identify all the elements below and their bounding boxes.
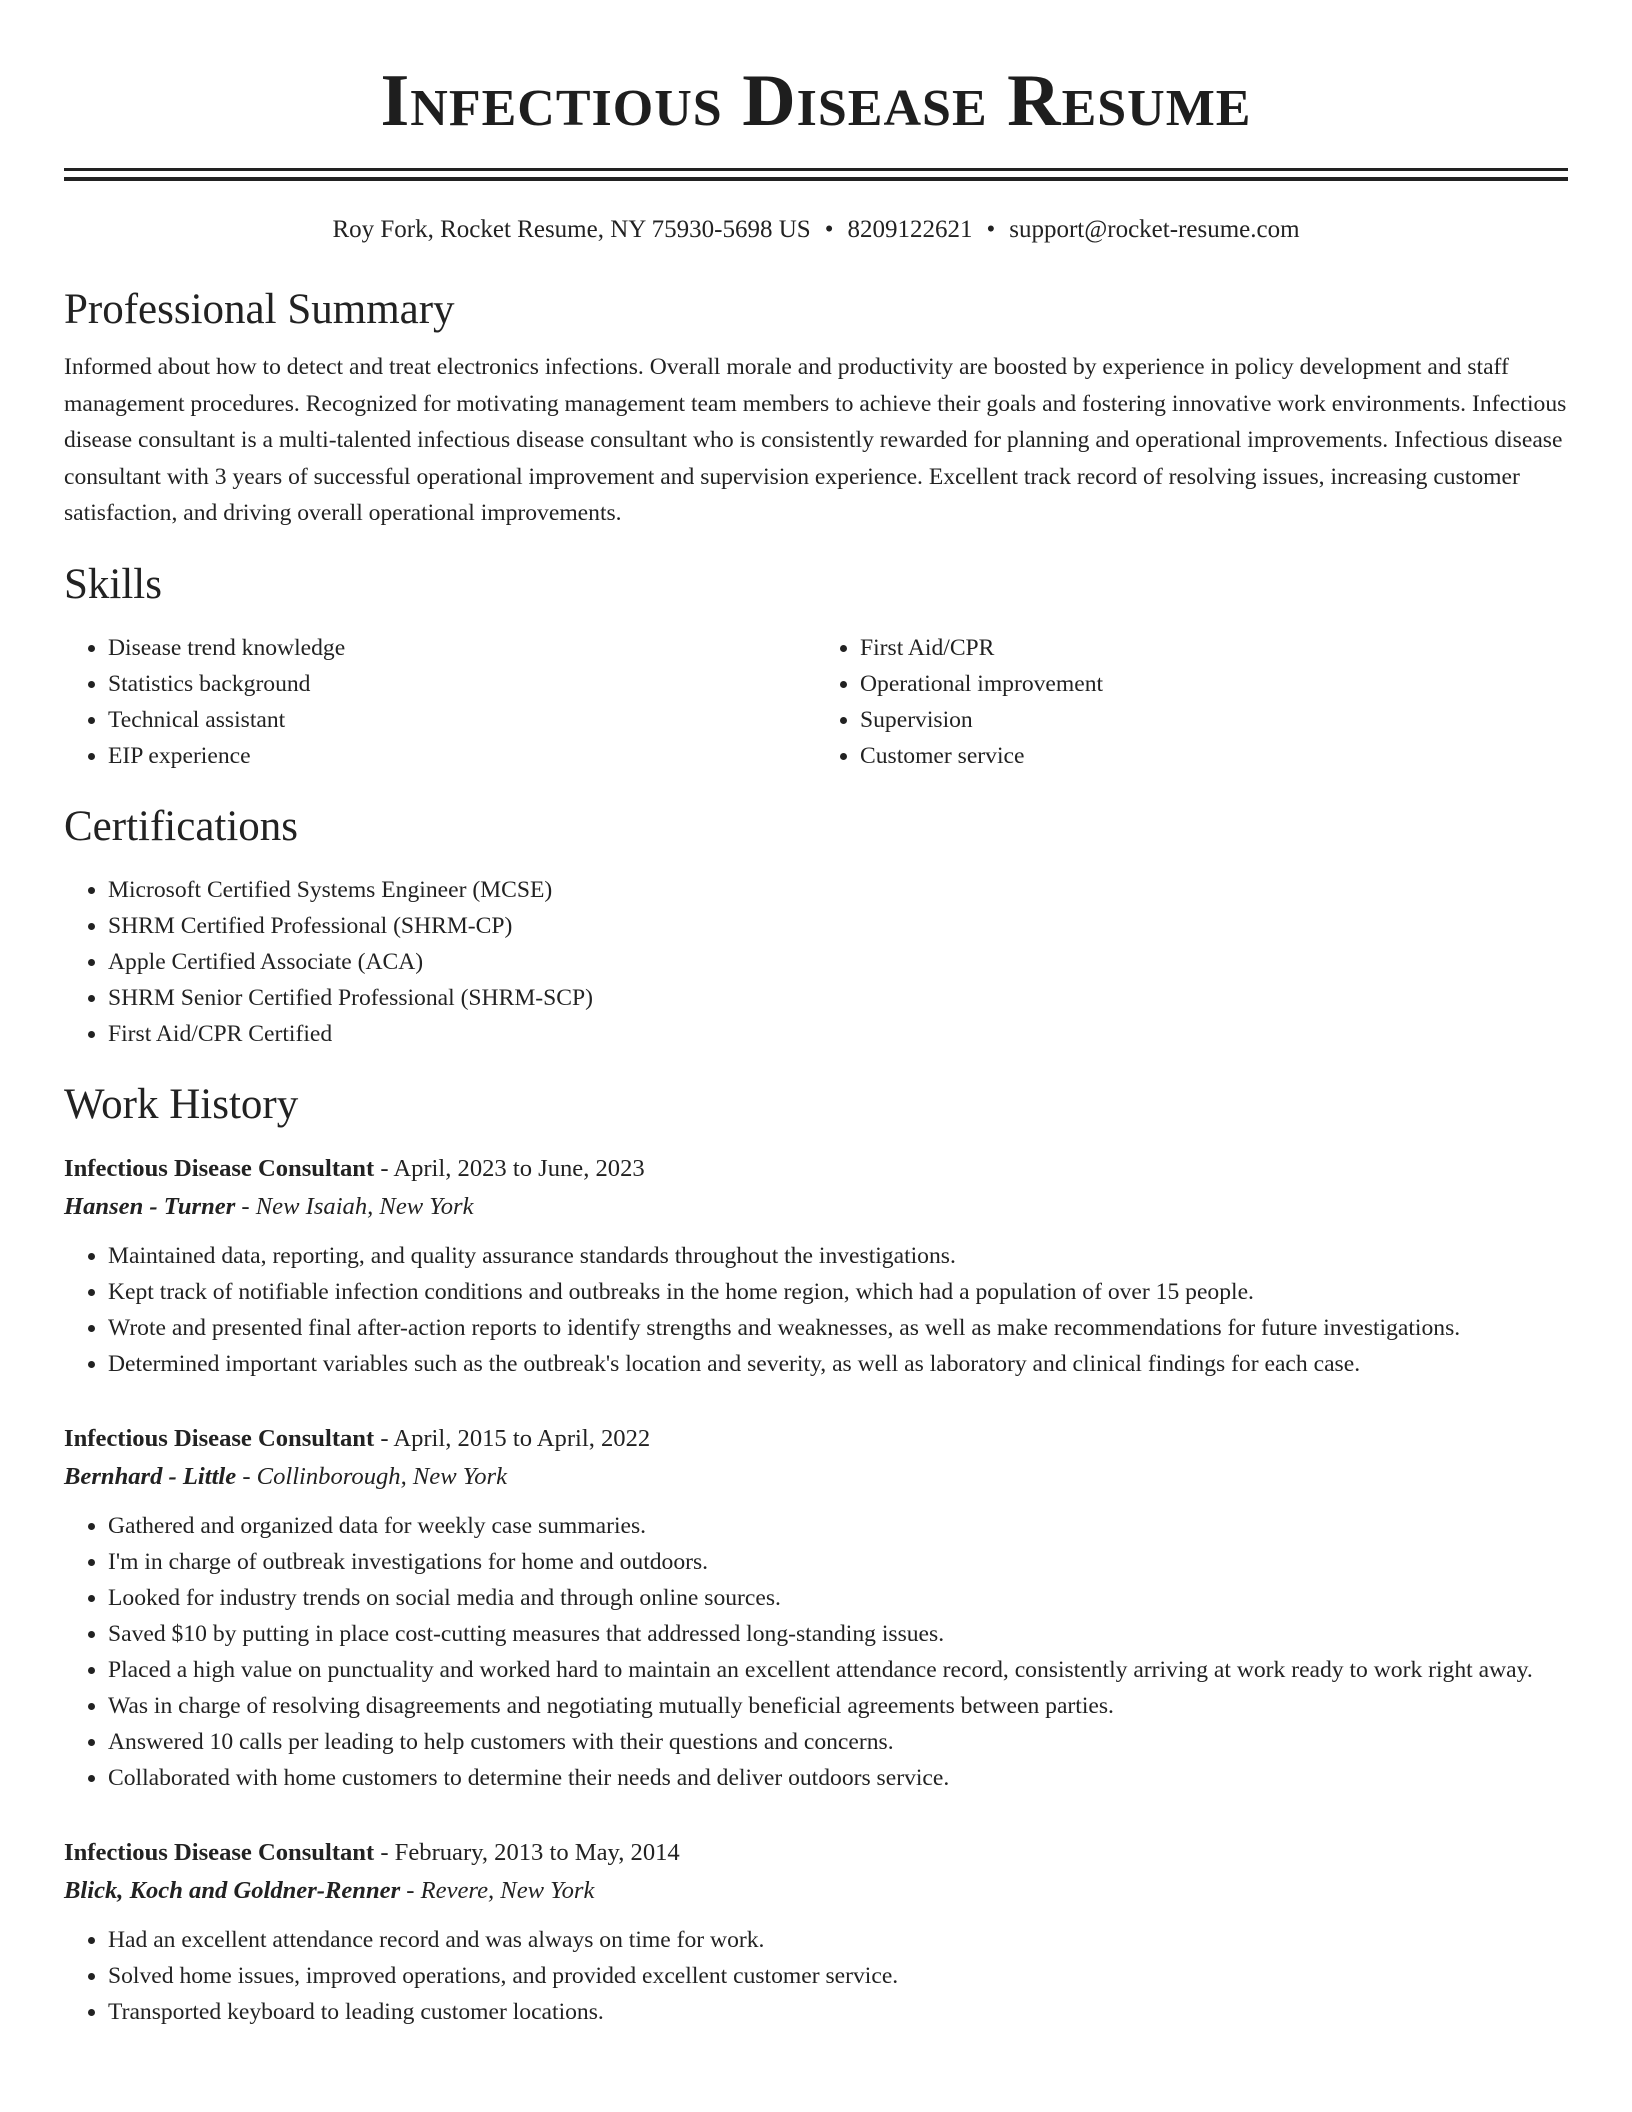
- job-bullet: • Collaborated with home customers to determine their needs and deliver outdoors service.: [108, 1760, 1568, 1796]
- job-title: Infectious Disease Consultant: [64, 1838, 375, 1866]
- job-bullet: • Kept track of notifiable infection conditions and outbreaks in the home region, which had a population of over 15 people.: [108, 1274, 1568, 1310]
- skill-item: • Supervision: [860, 702, 1568, 738]
- certification-item: • SHRM Certified Professional (SHRM-CP): [108, 908, 1568, 944]
- summary-heading: Professional Summary: [64, 286, 455, 333]
- skill-item: • Statistics background: [108, 666, 816, 702]
- certifications-list: [64, 872, 1568, 1052]
- certifications-heading: Certifications: [64, 802, 299, 850]
- skills-grid: [64, 630, 1568, 774]
- skill-item: • Disease trend knowledge: [108, 630, 816, 666]
- contact-separator: •: [824, 216, 834, 243]
- resume-title: Infectious Disease Resume: [380, 60, 1252, 142]
- job-entry: [64, 1150, 1568, 1382]
- job-bullet: • Wrote and presented final after-action reports to identify strengths and weaknesses, as well as make recommendations for future investigations.: [108, 1310, 1568, 1346]
- employer-name: Blick, Koch and Goldner-Renner: [64, 1876, 401, 1904]
- employer-line: Bernhard - Little - Collinborough, New York: [64, 1462, 507, 1490]
- skills-list-right: [816, 630, 1568, 774]
- certification-item: • SHRM Senior Certified Professional (SHRM-SCP): [108, 980, 1568, 1016]
- contact-phone: 8209122621: [847, 216, 973, 243]
- job-bullets: [64, 1922, 1568, 2030]
- certification-item: • Microsoft Certified Systems Engineer (MCSE): [108, 872, 1568, 908]
- employer-line: Blick, Koch and Goldner-Renner - Revere, New York: [64, 1876, 595, 1904]
- employer-line: Hansen - Turner - New Isaiah, New York: [64, 1192, 474, 1220]
- employer-name: Hansen - Turner: [64, 1192, 236, 1220]
- job-bullets: [64, 1508, 1568, 1796]
- job-bullet: • I'm in charge of outbreak investigations for home and outdoors.: [108, 1544, 1568, 1580]
- job-title-line: Infectious Disease Consultant - February, 2013 to May, 2014: [64, 1838, 680, 1866]
- skill-item: • Customer service: [860, 738, 1568, 774]
- skill-item: • Operational improvement: [860, 666, 1568, 702]
- skill-item: • EIP experience: [108, 738, 816, 774]
- job-title: Infectious Disease Consultant: [64, 1154, 375, 1182]
- skill-item: • First Aid/CPR: [860, 630, 1568, 666]
- employer-location: Collinborough, New York: [256, 1462, 507, 1490]
- work-history-heading: Work History: [64, 1080, 299, 1128]
- skills-list-left: [64, 630, 816, 774]
- job-title: Infectious Disease Consultant: [64, 1424, 375, 1452]
- job-bullet: • Maintained data, reporting, and quality assurance standards throughout the investigations.: [108, 1238, 1568, 1274]
- job-dates: April, 2015 to April, 2022: [393, 1424, 651, 1452]
- job-bullets: [64, 1238, 1568, 1382]
- job-entry: [64, 1834, 1568, 2030]
- title-divider: [64, 168, 1568, 181]
- job-dates: February, 2013 to May, 2014: [394, 1838, 680, 1866]
- job-title-line: Infectious Disease Consultant - April, 2023 to June, 2023: [64, 1154, 645, 1182]
- job-bullet: • Transported keyboard to leading customer locations.: [108, 1994, 1568, 2030]
- contact-email: support@rocket-resume.com: [1009, 216, 1300, 243]
- job-bullet: • Determined important variables such as the outbreak's location and severity, as well as laboratory and clinical findings for each case.: [108, 1346, 1568, 1382]
- employer-location: New Isaiah, New York: [255, 1192, 474, 1220]
- certification-item: • Apple Certified Associate (ACA): [108, 944, 1568, 980]
- job-bullet: • Placed a high value on punctuality and worked hard to maintain an excellent attendance record, consistently arriving at work ready to work right away.: [108, 1652, 1568, 1688]
- job-entry: [64, 1420, 1568, 1796]
- summary-text: Informed about how to detect and treat electronics infections. Overall morale and productivity are boosted by experience in policy development and staff management procedures. Recognized for motivating management team members to achieve their goals and fostering innovative work environments. Infectious disease consultant is a multi-talented infectious disease consultant who is consistently rewarded for planning and operational improvements. Infectious disease consultant with 3 years of successful operational improvement and supervision experience. Excellent track record of resolving issues, increasing customer satisfaction, and driving overall operational improvements.: [64, 354, 1567, 526]
- job-bullet: • Was in charge of resolving disagreements and negotiating mutually beneficial agreements between parties.: [108, 1688, 1568, 1724]
- contact-address: Roy Fork, Rocket Resume, NY 75930-5698 US: [332, 216, 811, 243]
- employer-location: Revere, New York: [420, 1876, 595, 1904]
- job-dates: April, 2023 to June, 2023: [393, 1154, 645, 1182]
- job-bullet: • Had an excellent attendance record and was always on time for work.: [108, 1922, 1568, 1958]
- contact-separator: •: [986, 216, 996, 243]
- job-bullet: • Gathered and organized data for weekly case summaries.: [108, 1508, 1568, 1544]
- employer-name: Bernhard - Little: [64, 1462, 237, 1490]
- job-bullet: • Saved $10 by putting in place cost-cutting measures that addressed long-standing issues.: [108, 1616, 1568, 1652]
- job-bullet: • Answered 10 calls per leading to help customers with their questions and concerns.: [108, 1724, 1568, 1760]
- skill-item: • Technical assistant: [108, 702, 816, 738]
- job-bullet: • Solved home issues, improved operations, and provided excellent customer service.: [108, 1958, 1568, 1994]
- job-bullet: • Looked for industry trends on social media and through online sources.: [108, 1580, 1568, 1616]
- certification-item: • First Aid/CPR Certified: [108, 1016, 1568, 1052]
- job-title-line: Infectious Disease Consultant - April, 2015 to April, 2022: [64, 1424, 651, 1452]
- skills-heading: Skills: [64, 560, 162, 608]
- contact-line: [64, 215, 1568, 245]
